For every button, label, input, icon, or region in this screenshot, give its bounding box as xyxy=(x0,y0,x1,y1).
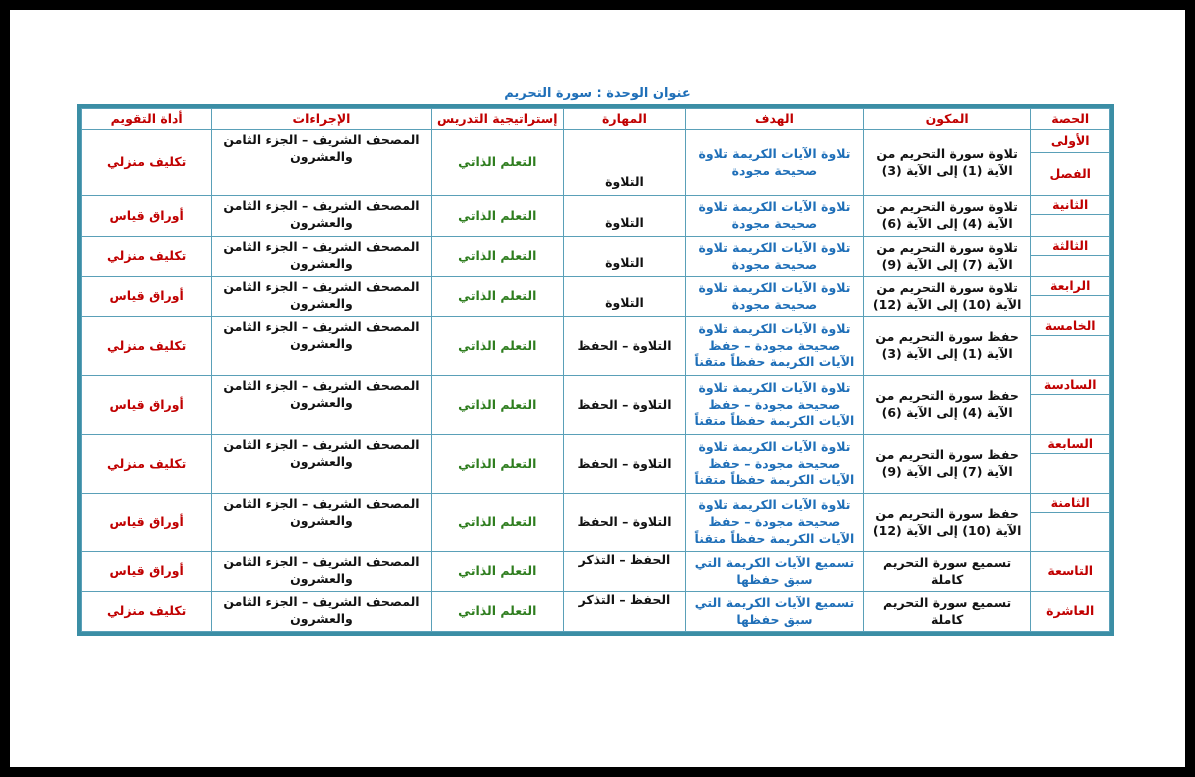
table-row xyxy=(82,277,1110,317)
assessment-cell: تكليف منزلي xyxy=(82,592,212,632)
goal-cell: تلاوة الآيات الكريمة تلاوة صحيحة مجودة – حفظ الآيات الكريمة حفظاً متقناً xyxy=(686,317,864,376)
assessment-cell: أوراق قياس xyxy=(82,196,212,237)
component-cell: حفظ سورة التحريم من الآية (10) إلى الآية (12) xyxy=(863,494,1031,552)
skill-cell: الحفظ – التذكر xyxy=(563,552,685,592)
strategy-cell: التعلم الذاتي xyxy=(431,317,563,376)
lesson-name: الثالثة xyxy=(1052,237,1089,253)
component-cell: حفظ سورة التحريم من الآية (7) إلى الآية (9) xyxy=(863,435,1031,494)
document-page xyxy=(10,10,1185,767)
lesson-cell xyxy=(1031,376,1110,435)
lesson-plan-table xyxy=(81,108,1110,632)
header-goal: الهدف xyxy=(686,109,864,130)
lesson-name: الأولى xyxy=(1050,132,1090,148)
skill-cell: التلاوة – الحفظ xyxy=(563,435,685,494)
strategy-cell: التعلم الذاتي xyxy=(431,552,563,592)
lesson-name: الخامسة xyxy=(1044,317,1096,333)
header-component: المكون xyxy=(863,109,1031,130)
component-cell: تسميع سورة التحريم كاملة xyxy=(863,552,1031,592)
procedures-cell: المصحف الشريف – الجزء الثامن والعشرون xyxy=(212,435,431,494)
goal-cell: تلاوة الآيات الكريمة تلاوة صحيحة مجودة – حفظ الآيات الكريمة حفظاً متقناً xyxy=(686,435,864,494)
lesson-sub-label: الفصل xyxy=(1049,165,1091,181)
skill-cell: التلاوة xyxy=(563,277,685,317)
procedures-cell: المصحف الشريف – الجزء الثامن والعشرون xyxy=(212,196,431,237)
table-row xyxy=(82,376,1110,435)
header-procedures: الإجراءات xyxy=(212,109,431,130)
table-row xyxy=(82,494,1110,552)
table-row xyxy=(82,317,1110,376)
lesson-cell xyxy=(1031,196,1110,237)
assessment-cell: تكليف منزلي xyxy=(82,237,212,277)
goal-cell: تلاوة الآيات الكريمة تلاوة صحيحة مجودة xyxy=(686,277,864,317)
lesson-name: العاشرة xyxy=(1046,603,1095,619)
procedures-cell: المصحف الشريف – الجزء الثامن والعشرون xyxy=(212,552,431,592)
assessment-cell: أوراق قياس xyxy=(82,376,212,435)
table-row xyxy=(82,435,1110,494)
procedures-cell: المصحف الشريف – الجزء الثامن والعشرون xyxy=(212,277,431,317)
lesson-cell xyxy=(1031,130,1110,196)
component-cell: حفظ سورة التحريم من الآية (1) إلى الآية (3) xyxy=(863,317,1031,376)
skill-cell: التلاوة – الحفظ xyxy=(563,494,685,552)
goal-cell: تلاوة الآيات الكريمة تلاوة صحيحة مجودة xyxy=(686,237,864,277)
procedures-cell: المصحف الشريف – الجزء الثامن والعشرون xyxy=(212,376,431,435)
unit-title: عنوان الوحدة : سورة التحريم xyxy=(504,86,691,101)
strategy-cell: التعلم الذاتي xyxy=(431,435,563,494)
component-cell: حفظ سورة التحريم من الآية (4) إلى الآية (6) xyxy=(863,376,1031,435)
skill-cell: الحفظ – التذكر xyxy=(563,592,685,632)
component-cell: تلاوة سورة التحريم من الآية (1) إلى الآية (3) xyxy=(863,130,1031,196)
lesson-cell xyxy=(1031,237,1110,277)
table-row xyxy=(82,552,1110,592)
lesson-name: السابعة xyxy=(1047,435,1094,451)
lesson-cell xyxy=(1031,494,1110,552)
table-row xyxy=(82,237,1110,277)
assessment-cell: تكليف منزلي xyxy=(82,317,212,376)
assessment-cell: أوراق قياس xyxy=(82,552,212,592)
assessment-cell: أوراق قياس xyxy=(82,494,212,552)
skill-cell: التلاوة – الحفظ xyxy=(563,376,685,435)
skill-cell: التلاوة – الحفظ xyxy=(563,317,685,376)
lesson-plan-table-frame xyxy=(77,104,1114,636)
lesson-cell xyxy=(1031,435,1110,494)
strategy-cell: التعلم الذاتي xyxy=(431,130,563,196)
strategy-cell: التعلم الذاتي xyxy=(431,237,563,277)
goal-cell: تلاوة الآيات الكريمة تلاوة صحيحة مجودة xyxy=(686,130,864,196)
header-strategy: إستراتيجية التدريس xyxy=(431,109,563,130)
strategy-cell: التعلم الذاتي xyxy=(431,592,563,632)
procedures-cell: المصحف الشريف – الجزء الثامن والعشرون xyxy=(212,494,431,552)
strategy-cell: التعلم الذاتي xyxy=(431,494,563,552)
lesson-cell xyxy=(1031,552,1110,592)
table-row xyxy=(82,130,1110,196)
goal-cell: تلاوة الآيات الكريمة تلاوة صحيحة مجودة xyxy=(686,196,864,237)
component-cell: تلاوة سورة التحريم من الآية (4) إلى الآية (6) xyxy=(863,196,1031,237)
assessment-cell: تكليف منزلي xyxy=(82,435,212,494)
lesson-cell xyxy=(1031,277,1110,317)
skill-cell: التلاوة xyxy=(563,237,685,277)
lesson-name: الرابعة xyxy=(1050,277,1091,293)
strategy-cell: التعلم الذاتي xyxy=(431,376,563,435)
lesson-cell xyxy=(1031,317,1110,376)
lesson-name: الثامنة xyxy=(1050,494,1090,510)
procedures-cell: المصحف الشريف – الجزء الثامن والعشرون xyxy=(212,237,431,277)
goal-cell: تسميع الآيات الكريمة التي سبق حفظها xyxy=(686,592,864,632)
skill-cell: التلاوة xyxy=(563,130,685,196)
header-row xyxy=(82,109,1110,130)
procedures-cell: المصحف الشريف – الجزء الثامن والعشرون xyxy=(212,592,431,632)
strategy-cell: التعلم الذاتي xyxy=(431,277,563,317)
lesson-name: التاسعة xyxy=(1047,563,1094,579)
goal-cell: تلاوة الآيات الكريمة تلاوة صحيحة مجودة – حفظ الآيات الكريمة حفظاً متقناً xyxy=(686,376,864,435)
header-skill: المهارة xyxy=(563,109,685,130)
component-cell: تلاوة سورة التحريم من الآية (10) إلى الآية (12) xyxy=(863,277,1031,317)
lesson-name: الثانية xyxy=(1052,196,1089,212)
strategy-cell: التعلم الذاتي xyxy=(431,196,563,237)
lesson-name: السادسة xyxy=(1043,376,1097,392)
lesson-cell xyxy=(1031,592,1110,632)
table-row xyxy=(82,196,1110,237)
procedures-cell: المصحف الشريف – الجزء الثامن والعشرون xyxy=(212,130,431,196)
header-lesson: الحصة xyxy=(1031,109,1110,130)
assessment-cell: أوراق قياس xyxy=(82,277,212,317)
component-cell: تسميع سورة التحريم كاملة xyxy=(863,592,1031,632)
skill-cell: التلاوة xyxy=(563,196,685,237)
goal-cell: تلاوة الآيات الكريمة تلاوة صحيحة مجودة – حفظ الآيات الكريمة حفظاً متقناً xyxy=(686,494,864,552)
goal-cell: تسميع الآيات الكريمة التي سبق حفظها xyxy=(686,552,864,592)
header-assessment: أداة التقويم xyxy=(82,109,212,130)
procedures-cell: المصحف الشريف – الجزء الثامن والعشرون xyxy=(212,317,431,376)
component-cell: تلاوة سورة التحريم من الآية (7) إلى الآية (9) xyxy=(863,237,1031,277)
assessment-cell: تكليف منزلي xyxy=(82,130,212,196)
table-row xyxy=(82,592,1110,632)
